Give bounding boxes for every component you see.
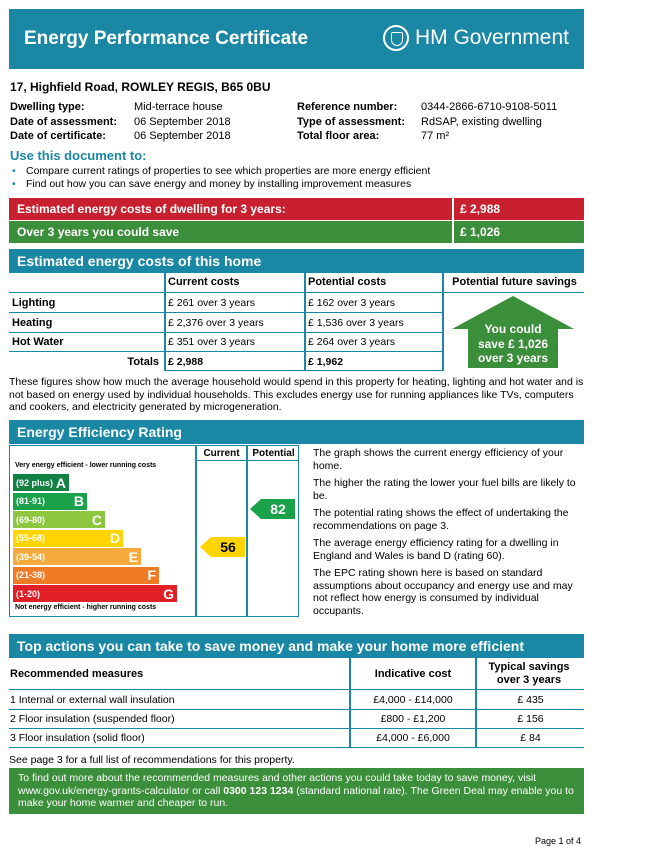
use-item: • Compare current ratings of properties to see which properties are more energy efficient: [10, 165, 430, 178]
use-document-list: [10, 165, 430, 191]
measure-3: 3 Floor insulation (solid floor): [10, 732, 145, 744]
assessment-date-label: Date of assessment:: [10, 115, 117, 128]
measure-3-cost: £4,000 - £6,000: [376, 732, 450, 744]
band-range: (81-91): [16, 496, 46, 506]
measure-1-cost: £4,000 - £14,000: [373, 694, 453, 706]
assessment-type-label: Type of assessment:: [297, 115, 406, 128]
divider: [9, 689, 584, 690]
hm-government-logo: [383, 21, 569, 55]
divider: [9, 332, 442, 333]
col-savings-header: Potential future savings: [452, 276, 577, 288]
rating-band-g: [13, 585, 177, 602]
rating-section-title: Energy Efficiency Rating: [9, 420, 584, 444]
rating-band-f: [13, 567, 159, 584]
divider: [164, 370, 442, 371]
lighting-current: £ 261 over 3 years: [168, 297, 255, 309]
measure-1-saving: £ 435: [517, 694, 544, 706]
dwelling-type-label: Dwelling type:: [10, 101, 85, 113]
floor-area-value: 77 m²: [421, 130, 450, 142]
hotwater-current: £ 351 over 3 years: [168, 336, 255, 348]
col-cost-header: Indicative cost: [374, 668, 452, 680]
costs-table: [9, 273, 584, 373]
certificate-date-value: 06 September 2018: [134, 130, 231, 142]
current-rating-value: 56: [220, 539, 236, 555]
reference-number-label: Reference number:: [297, 101, 398, 113]
rating-paragraph: The higher the rating the lower your fuel bills are likely to be.: [313, 477, 576, 502]
rating-paragraph: The potential rating shows the effect of undertaking the recommendations on page 3.: [313, 507, 569, 532]
col-current-label: Current: [203, 448, 240, 459]
divider: [9, 709, 584, 710]
measure-2-cost: £800 - £1,200: [380, 713, 446, 725]
totals-current: £ 2,988: [168, 356, 204, 368]
divider: [164, 292, 584, 293]
hm-government-text: HM Government: [414, 26, 569, 49]
band-range: (55-68): [16, 533, 46, 543]
rating-band-b: [13, 493, 87, 510]
row-hotwater-label: Hot Water: [12, 336, 64, 348]
assessment-type-value: RdSAP, existing dwelling: [421, 115, 542, 128]
rating-paragraph: The average energy efficiency rating for a dwelling in England and Wales is band D (rating 60).: [313, 537, 559, 562]
savings-bar: [9, 221, 584, 243]
details-left: [10, 101, 231, 145]
certificate-title: Energy Performance Certificate: [24, 28, 309, 49]
rating-paragraph: The EPC rating shown here is based on standard assumptions about occupancy and energy use and may not reflect how energy is consumed by individual occupants.: [313, 567, 573, 617]
details-right: [297, 101, 557, 145]
band-letter: F: [147, 567, 156, 583]
hotwater-potential: £ 264 over 3 years: [308, 336, 395, 348]
heating-potential: £ 1,536 over 3 years: [308, 317, 404, 329]
rating-chart: [9, 445, 299, 617]
footer-text-end: (standard national rate). The Green Deal may enable you to make your home warmer and cheaper to run.: [18, 784, 574, 809]
measure-2-saving: £ 156: [517, 713, 544, 725]
row-heating-label: Heating: [12, 317, 53, 329]
rating-band-c: [13, 511, 105, 528]
divider: [9, 351, 442, 352]
savings-line-3: over 3 years: [477, 351, 549, 365]
col-measures-header: Recommended measures: [10, 668, 144, 680]
rating-paragraph: The graph shows the current energy efficiency of your home.: [313, 447, 564, 472]
heating-current: £ 2,376 over 3 years: [168, 317, 264, 329]
band-range: (21-38): [16, 570, 46, 580]
col-savings-header: Typical savings over 3 years: [488, 661, 570, 686]
divider: [246, 446, 248, 616]
bottom-efficiency-note: Not energy efficient - higher running costs: [15, 604, 157, 611]
savings-arrow-text: [468, 322, 558, 366]
footer-info-box: [9, 768, 584, 814]
dwelling-type-value: Mid-terrace house: [134, 101, 223, 113]
potential-rating-value: 82: [270, 501, 286, 517]
totals-label: Totals: [127, 356, 159, 368]
footer-phone: 0300 123 1234: [223, 784, 294, 797]
savings-value: £ 1,026: [460, 225, 501, 239]
property-address: 17, Highfield Road, ROWLEY REGIS, B65 0BU: [10, 80, 271, 94]
use-item: • Find out how you can save energy and money by installing improvement measures: [10, 178, 430, 191]
totals-potential: £ 1,962: [308, 356, 344, 368]
certificate-date-label: Date of certificate:: [10, 130, 106, 142]
col-potential-header: Potential costs: [308, 276, 387, 288]
divider: [164, 273, 166, 371]
rating-band-d: [13, 530, 123, 547]
band-letter: C: [91, 511, 102, 528]
divider: [9, 292, 164, 293]
see-page-note: See page 3 for a full list of recommendations for this property.: [9, 754, 295, 766]
savings-label: Over 3 years you could save: [9, 221, 454, 243]
col-current-header: Current costs: [168, 276, 240, 288]
use-document-title: Use this document to:: [10, 148, 147, 163]
divider: [195, 446, 197, 616]
rating-band-a: [13, 474, 69, 491]
band-letter: E: [128, 548, 138, 565]
divider: [9, 747, 584, 748]
divider: [442, 273, 444, 371]
estimated-cost-label: Estimated energy costs of dwelling for 3 years:: [9, 198, 454, 220]
estimated-cost-value: £ 2,988: [460, 202, 501, 216]
divider: [9, 728, 584, 729]
divider: [304, 273, 306, 371]
band-range: (39-54): [16, 551, 46, 562]
row-lighting-label: Lighting: [12, 297, 56, 309]
costs-section-title: Estimated energy costs of this home: [9, 249, 584, 273]
band-letter: B: [73, 493, 84, 509]
measure-1: 1 Internal or external wall insulation: [10, 694, 175, 706]
divider: [9, 312, 442, 313]
lighting-potential: £ 162 over 3 years: [308, 297, 395, 309]
rating-band-e: [13, 548, 141, 565]
band-range: (92 plus): [16, 477, 54, 488]
savings-line-1: You could: [484, 322, 542, 336]
floor-area-label: Total floor area:: [297, 130, 380, 142]
divider: [195, 460, 299, 461]
savings-line-2: save £ 1,026: [477, 336, 549, 351]
actions-section-title: Top actions you can take to save money and make your home more efficient: [9, 634, 584, 658]
royal-crest-icon: [383, 25, 409, 51]
estimated-cost-bar: [9, 198, 584, 220]
band-letter: A: [55, 474, 66, 491]
page-number: Page 1 of 4: [535, 836, 582, 846]
band-range: (69-80): [16, 514, 46, 525]
band-letter: G: [163, 585, 174, 602]
header-banner: [9, 9, 584, 69]
col-potential-label: Potential: [252, 448, 295, 459]
band-letter: D: [109, 530, 120, 546]
measure-3-saving: £ 84: [520, 732, 541, 744]
top-efficiency-note: Very energy efficient - lower running costs: [15, 462, 157, 469]
measure-2: 2 Floor insulation (suspended floor): [10, 713, 175, 725]
assessment-date-value: 06 September 2018: [134, 115, 231, 128]
actions-table: [9, 658, 584, 748]
rating-explanation: [313, 447, 583, 617]
footer-text: To find out more about the recommended measures and other actions you could take today to save money, visit www.gov.uk/energy-grants-calculator or call: [18, 772, 537, 797]
costs-note: These figures show how much the average household would spend in this property for heating, lighting and hot water and is not based on energy used by individual households. This excludes energy use for running appliances like TVs, computers and cookers, and electricity generated by microgeneration.: [9, 376, 584, 413]
reference-number-value: 0344-2866-6710-9108-5011: [421, 101, 558, 113]
band-range: (1-20): [16, 588, 41, 599]
